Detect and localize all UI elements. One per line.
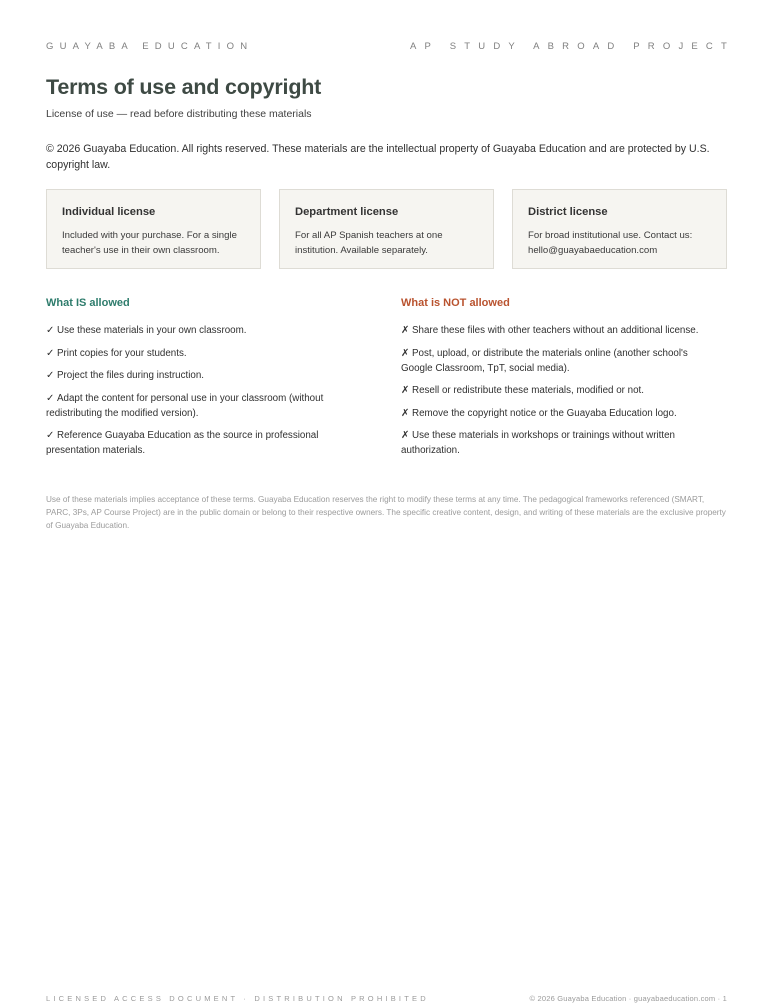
copyright-notice: © 2026 Guayaba Education. All rights reserved. These materials are the intellectual property of Guayaba Education and are protected by U.S. copyright law. — [46, 143, 710, 171]
document-page — [46, 0, 735, 1003]
allowed-item — [46, 323, 341, 338]
allowed-heading: What IS allowed — [46, 297, 130, 309]
license-card-title: Department license — [295, 206, 399, 218]
brand-name: GUAYABA EDUCATION — [46, 41, 254, 52]
not-allowed-heading: What is NOT allowed — [401, 297, 510, 309]
allowed-item-text: Project the files during instruction. — [57, 370, 205, 381]
running-header — [46, 41, 735, 52]
allowed-item — [46, 428, 341, 458]
allowed-item — [46, 391, 341, 421]
allowed-item-text: Adapt the content for personal use in your classroom (without redistributing the modified version). — [46, 392, 324, 419]
check-icon: ✓ — [46, 347, 55, 359]
not-allowed-item-text: Resell or redistribute these materials, modified or not. — [412, 385, 644, 396]
allowed-item-text: Reference Guayaba Education as the source in professional presentation materials. — [46, 430, 319, 456]
page-footer — [46, 994, 727, 1004]
cross-icon: ✗ — [401, 347, 410, 359]
page-title: Terms of use and copyright — [46, 75, 322, 99]
not-allowed-item-text: Share these files with other teachers without an additional license. — [412, 325, 699, 336]
fine-print: Use of these materials implies acceptance of these terms. Guayaba Education reserves the right to modify these terms at any time. The pedagogical frameworks referenced (SMART, PARC, 3Ps, AP Course Project) are in the public domain or belong to their respective owners. The specific creative content, design, and writing of these materials are the exclusive property of Guayaba Education. — [46, 495, 726, 530]
not-allowed-item — [401, 346, 721, 376]
cross-icon: ✗ — [401, 385, 410, 396]
project-name: AP STUDY ABROAD PROJECT — [410, 41, 735, 52]
check-icon: ✓ — [46, 370, 55, 381]
license-card-individual — [46, 189, 261, 269]
footer-copyright: © 2026 Guayaba Education · guayabaeducation.com · 1 — [529, 994, 727, 1003]
not-allowed-item — [401, 406, 721, 421]
license-card-department — [279, 189, 494, 269]
allowed-item-text: Print copies for your students. — [57, 347, 187, 359]
footer-distribution-notice: LICENSED ACCESS DOCUMENT · DISTRIBUTION PROHIBITED — [46, 994, 429, 1003]
cross-icon: ✗ — [401, 407, 410, 419]
cross-icon: ✗ — [401, 325, 410, 336]
allowed-item — [46, 368, 341, 383]
check-icon: ✓ — [46, 392, 55, 404]
license-card-text: For all AP Spanish teachers at one institution. Available separately. — [295, 230, 443, 256]
allowed-item — [46, 346, 341, 361]
page-subtitle: License of use — read before distributing these materials — [46, 108, 312, 120]
allowed-item-text: Use these materials in your own classroom. — [57, 325, 247, 336]
allowed-list — [46, 297, 341, 466]
not-allowed-item — [401, 383, 721, 398]
license-card-text: Included with your purchase. For a single teacher's use in their own classroom. — [62, 230, 237, 256]
license-cards — [46, 189, 727, 269]
license-card-text: For broad institutional use. Contact us: hello@guayabaeducation.com — [528, 230, 693, 256]
not-allowed-item-text: Remove the copyright notice or the Guayaba Education logo. — [412, 407, 677, 419]
not-allowed-item-text: Use these materials in workshops or trainings without written authorization. — [401, 430, 675, 456]
check-icon: ✓ — [46, 325, 55, 336]
license-card-district — [512, 189, 727, 269]
license-card-title: Individual license — [62, 206, 156, 218]
not-allowed-item — [401, 428, 721, 458]
cross-icon: ✗ — [401, 430, 410, 441]
not-allowed-list — [401, 297, 721, 466]
not-allowed-item-text: Post, upload, or distribute the materials online (another school's Google Classroom, TpT, social media). — [401, 347, 688, 374]
not-allowed-item — [401, 323, 721, 338]
license-card-title: District license — [528, 206, 608, 218]
check-icon: ✓ — [46, 430, 55, 441]
